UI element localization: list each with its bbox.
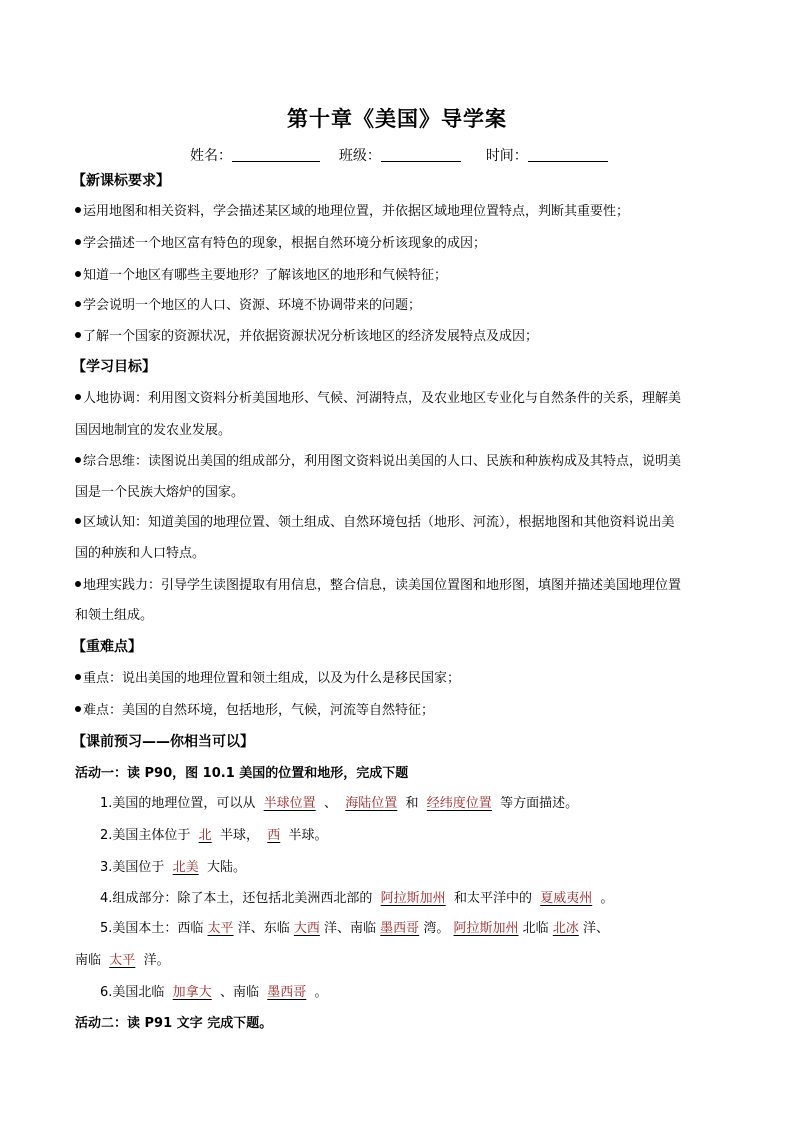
bullet-icon: [75, 457, 81, 463]
time-blank[interactable]: [528, 147, 608, 162]
bullet-icon: [75, 332, 81, 338]
goal-item: 区域认知：知道美国的地理位置、领土组成、自然环境包括（地形、河流），根据地图和其他资料说出美: [75, 514, 675, 532]
keypoint-item: 难点：美国的自然环境，包括地形，气候，河流等自然特征；: [75, 702, 434, 720]
section-heading-goals: 【学习目标】: [72, 359, 156, 375]
answer-blank[interactable]: 半球位置: [263, 796, 316, 811]
goal-item-continued: 国是一个民族大熔炉的国家。: [75, 485, 245, 500]
bullet-icon: [75, 674, 81, 680]
answer-blank[interactable]: 加拿大: [172, 985, 212, 1000]
goal-item-continued: 国的种族和人口特点。: [75, 546, 206, 561]
page-title: 第十章《美国》导学案: [287, 106, 507, 131]
name-blank[interactable]: [232, 147, 320, 162]
bullet-icon: [75, 271, 81, 277]
curriculum-item: 知道一个地区有哪些主要地形？了解该地区的地形和气候特征；: [75, 267, 447, 285]
answer-blank[interactable]: 太平: [207, 921, 234, 936]
curriculum-item: 学会说明一个地区的人口、资源、环境不协调带来的问题；: [75, 297, 421, 315]
curriculum-item: 学会描述一个地区富有特色的现象，根据自然环境分析该现象的成因；: [75, 235, 486, 253]
section-heading-preview: 【课前预习——你相当可以】: [72, 734, 254, 750]
goal-item: 综合思维：读图说出美国的组成部分，利用图文资料说出美国的人口、民族和种族构成及其特点，说明美: [75, 453, 681, 471]
bullet-icon: [75, 518, 81, 524]
section-heading-keypoints: 【重难点】: [72, 639, 142, 655]
goal-item: 地理实践力：引导学生读图提取有用信息，整合信息，读美国位置图和地形图，填图并描述美国地理位置: [75, 577, 681, 595]
question-5: 5.美国本土：西临 太平 洋、东临 大西 洋、南临 墨西哥 湾。 阿拉斯加州 北临 北冰 洋、: [100, 921, 609, 936]
answer-blank[interactable]: 大西: [293, 921, 320, 936]
question-5-continued: 南临 太平 洋。: [75, 953, 170, 968]
goal-item-continued: 国因地制宜的发农业发展。: [75, 423, 232, 438]
question-6: 6.美国北临 加拿大 、南临 墨西哥 。: [100, 985, 328, 1000]
answer-blank[interactable]: 阿拉斯加州: [453, 921, 519, 936]
activity-one: 活动一：读 P90，图 10.1 美国的位置和地形，完成下题: [75, 766, 409, 781]
bullet-icon: [75, 581, 81, 587]
answer-blank[interactable]: 北美: [172, 860, 199, 875]
student-info-row: [190, 145, 608, 165]
bullet-icon: [75, 207, 81, 213]
keypoint-item: 重点：说出美国的地理位置和领土组成，以及为什么是移民国家；: [75, 670, 460, 688]
goal-item: 人地协调：利用图文资料分析美国地形、气候、河湖特点，及农业地区专业化与自然条件的关系，理解美: [75, 390, 681, 408]
answer-blank[interactable]: 夏威夷州: [540, 891, 593, 906]
answer-blank[interactable]: 太平: [109, 953, 136, 968]
name-label: 姓名：: [190, 148, 232, 164]
section-heading-curriculum: 【新课标要求】: [72, 173, 170, 189]
answer-blank[interactable]: 北: [198, 828, 212, 843]
answer-blank[interactable]: 经纬度位置: [426, 796, 492, 811]
curriculum-item: 运用地图和相关资料，学会描述某区域的地理位置，并依据区域地理位置特点，判断其重要性；: [75, 203, 629, 221]
bullet-icon: [75, 301, 81, 307]
goal-item-continued: 和领土组成。: [75, 608, 154, 623]
question-4: 4.组成部分：除了本土，还包括北美洲西北部的 阿拉斯加州 和太平洋中的 夏威夷州 。: [100, 891, 614, 906]
answer-blank[interactable]: 阿拉斯加州: [380, 891, 446, 906]
curriculum-item: 了解一个国家的资源状况，并依据资源状况分析该地区的经济发展特点及成因；: [75, 328, 538, 346]
class-label: 班级：: [338, 148, 381, 164]
question-1: 1.美国的地理位置，可以从 半球位置 、 海陆位置 和 经纬度位置 等方面描述。: [100, 796, 579, 811]
answer-blank[interactable]: 墨西哥: [380, 921, 420, 936]
answer-blank[interactable]: 北冰: [552, 921, 579, 936]
question-2: 2.美国主体位于 北 半球， 西 半球。: [100, 828, 328, 843]
time-label: 时间：: [485, 148, 528, 164]
answer-blank[interactable]: 海陆位置: [345, 796, 398, 811]
answer-blank[interactable]: 西: [267, 828, 281, 843]
bullet-icon: [75, 239, 81, 245]
answer-blank[interactable]: 墨西哥: [267, 985, 307, 1000]
bullet-icon: [75, 706, 81, 712]
activity-two: 活动二：读 P91 文字 完成下题。: [75, 1016, 273, 1031]
class-blank[interactable]: [381, 147, 461, 162]
question-3: 3.美国位于 北美 大陆。: [100, 860, 246, 875]
bullet-icon: [75, 394, 81, 400]
